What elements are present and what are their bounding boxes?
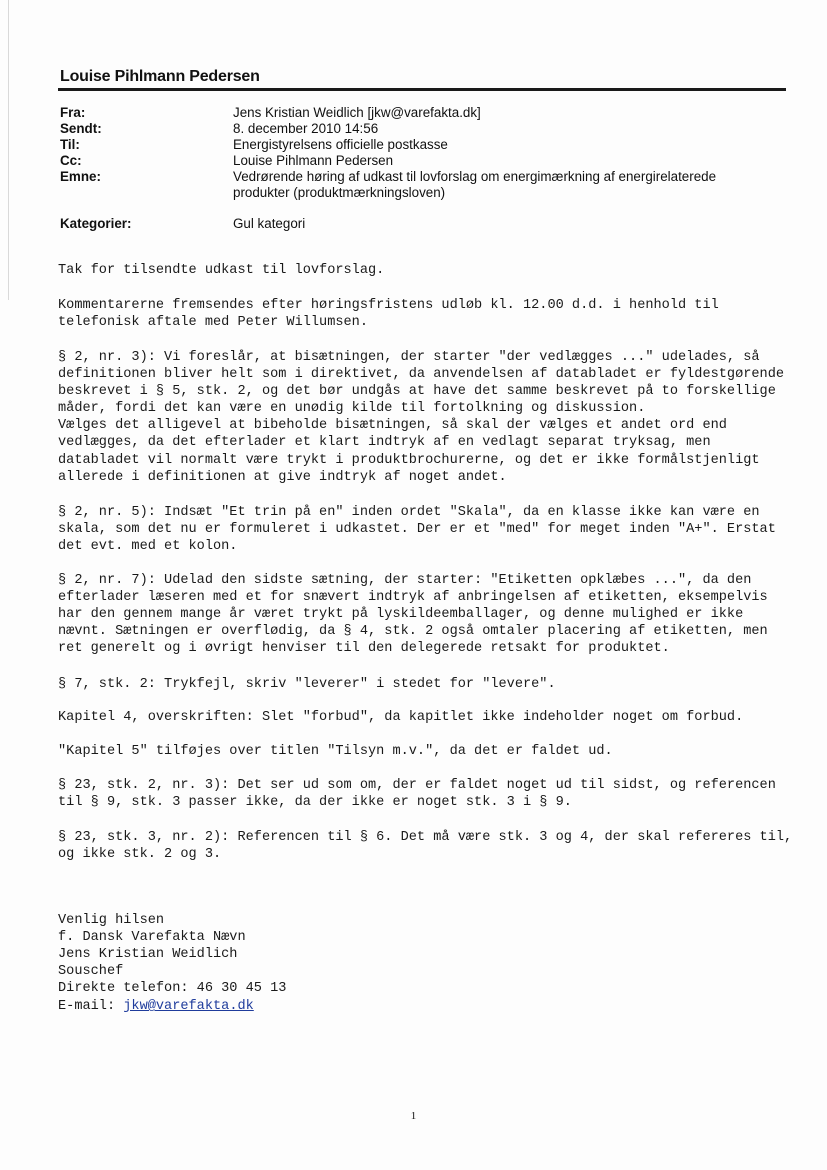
body-paragraph-9: § 23, stk. 2, nr. 3): Det ser ud som om, der er faldet noget ud til sidst, og referencen til § 9, stk. 3 passer ikke, da der ikke er noget stk. 3 i § 9. <box>58 778 776 811</box>
body-paragraph-4: § 2, nr. 5): Indsæt "Et trin på en" inden ordet "Skala", da en klasse ikke kan være en skala, som det nu er formuleret i udkastet. Der er et "med" for meget inden "A+". Erstat det evt. med et kolon. <box>58 505 776 555</box>
body-paragraph-2: Kommentarerne fremsendes efter høringsfristens udløb kl. 12.00 d.d. i henhold til telefonisk aftale med Peter Willumsen. <box>58 298 719 331</box>
signature-block: Venlig hilsen f. Dansk Varefakta Nævn Jens Kristian Weidlich Souschef Direkte telefon: 46 30 45 13 <box>58 913 287 997</box>
body-paragraph-10: § 23, stk. 3, nr. 2): Referencen til § 6. Det må være stk. 3 og 4, der skal refereres til, og ikke stk. 2 og 3. <box>58 830 793 863</box>
field-value-to: Energistyrelsens officielle postkasse <box>233 137 448 152</box>
body-paragraph-6: § 7, stk. 2: Trykfejl, skriv "leverer" i stedet for "levere". <box>58 677 556 692</box>
field-value-cc: Louise Pihlmann Pedersen <box>233 153 394 168</box>
field-label-to: Til: <box>60 137 80 152</box>
email-link[interactable]: jkw@varefakta.dk <box>123 999 254 1014</box>
field-value-sent: 8. december 2010 14:56 <box>233 121 379 136</box>
signature-email-line <box>58 998 254 1015</box>
header-rule <box>58 88 786 91</box>
field-value-categories: Gul kategori <box>233 216 306 231</box>
field-label-sent: Sendt: <box>60 121 102 136</box>
body-paragraph-1: Tak for tilsendte udkast til lovforslag. <box>58 263 385 278</box>
field-label-from: Fra: <box>60 105 86 120</box>
field-value-from: Jens Kristian Weidlich [jkw@varefakta.dk] <box>233 105 481 120</box>
field-value-subject: Vedrørende høring af udkast til lovforslag om energimærkning af energirelaterede produkter (produktmærkningsloven) <box>233 169 717 200</box>
field-label-cc: Cc: <box>60 153 82 168</box>
sender-name: Louise Pihlmann Pedersen <box>60 68 260 85</box>
page-number: 1 <box>410 1110 417 1122</box>
body-paragraph-8: "Kapitel 5" tilføjes over titlen "Tilsyn m.v.", da det er faldet ud. <box>58 744 613 759</box>
body-paragraph-7: Kapitel 4, overskriften: Slet "forbud", da kapitlet ikke indeholder noget om forbud. <box>58 710 744 725</box>
email-label: E-mail: <box>58 999 124 1014</box>
field-label-subject: Emne: <box>60 169 101 184</box>
field-label-categories: Kategorier: <box>60 216 132 231</box>
body-paragraph-5: § 2, nr. 7): Udelad den sidste sætning, der starter: "Etiketten opklæbes ...", da den efterlader læseren med et for snævert indtryk af anbringelsen af etiketten, eksempelvis har den gennem mange år været trykt på lyskildeemballager, og denne mulighed er ikke nævnt. Sætningen er overflødig, da § 4, stk. 2 også omtaler placering af etiketten, men ret generelt og i øvrigt henviser til den delegerede retsakt for produktet. <box>58 573 768 657</box>
scan-edge-line <box>8 0 9 300</box>
body-paragraph-3: § 2, nr. 3): Vi foreslår, at bisætningen, der starter "der vedlægges ..." udelades, så definitionen bliver helt som i direktivet, da anvendelsen af databladet er fyldestgørende beskrevet i § 5, stk. 2, og det bør undgås at have det samme beskrevet på to forskellige måder, fordi det kan være en unødig kilde til fortolkning og diskussion. Vælges det alligevel at bibeholde bisætningen, så skal der vælges et andet ord end vedlægges, da det efterlader et klart indtryk af en vedlagt separat tryksag, men databladet vil normalt være trykt i produktbrochurerne, og det er ikke formålstjenligt allerede i definitionen at give indtryk af noget andet. <box>58 350 785 485</box>
